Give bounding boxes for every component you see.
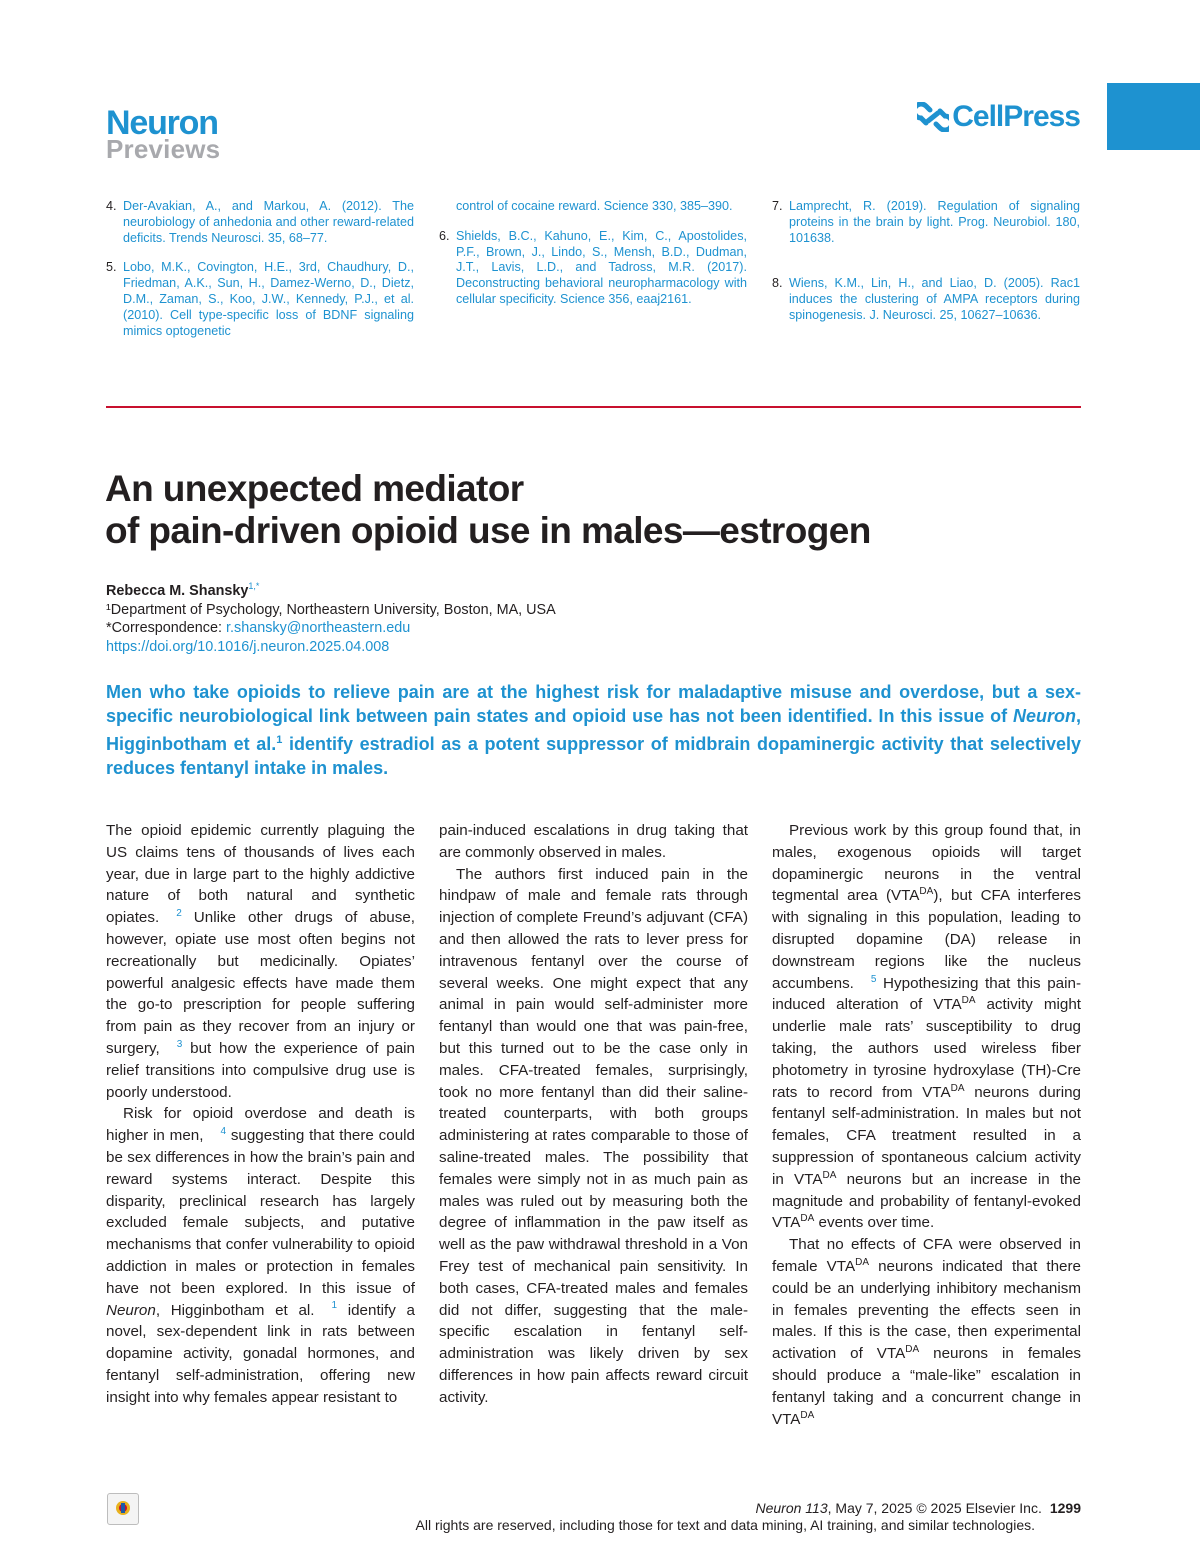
citation-link[interactable]: 2 [176, 908, 182, 920]
email-link[interactable]: r.shansky@northeastern.edu [226, 620, 411, 637]
paragraph: The opioid epidemic currently plaguing the US claims tens of thousands of lives each year, due in large part to the highly addictive nature of both natural and synthetic opiates. $^2$ Unlike other drugs of abuse, however, opiate use most often begins not recreationally but medicinally. Opiates’ powerful analgesic effects have made them the go-to prescription for people suffering from pain as they recover from an injury or surgery, $^3$ but how the experience of pain relief transitions into compulsive drug use is poorly understood. [106, 822, 415, 1101]
author-name[interactable]: Rebecca M. Shansky$^{1,*}$ [106, 581, 260, 599]
doi-link[interactable]: https://doi.org/10.1016/j.neuron.2025.04.008 [106, 638, 390, 655]
section-name: Previews [106, 134, 221, 164]
section-color-tab [1107, 83, 1200, 150]
reference-item[interactable]: 7. Lamprecht, R. (2019). Regulation of signaling proteins in the brain by light. Prog. Neurobiol. 180, 101638. [772, 199, 1080, 245]
section-divider [106, 406, 1081, 408]
cellpress-logo-icon [917, 102, 949, 132]
reference-text: Wiens, K.M., Lin, H., and Liao, D. (2005). Rac1 induces the clustering of AMPA receptors during spinogenesis. J. Neurosci. 25, 10627–10636. [789, 276, 1080, 322]
citation-link[interactable]: 1 [331, 1300, 338, 1312]
body-column-2 [439, 820, 748, 1409]
author-block [106, 577, 556, 657]
citation-link[interactable]: 5 [870, 973, 877, 985]
reference-text: Lamprecht, R. (2019). Regulation of signaling proteins in the brain by light. Prog. Neurobiol. 180, 101638. [789, 199, 1080, 245]
reference-list [0, 199, 1200, 349]
paragraph: Risk for opioid overdose and death is higher in men, $^4$ suggesting that there could be sex differences in how the brain’s pain and reward systems interact. Despite this disparity, preclinical research has largely excluded female subjects, and putative mechanisms that confer vulnerability to opioid addiction in males or protection in females have not been explored. In this issue of Neuron, Higginbotham et al. $^1$ identify a novel, sex-dependent link in rats between dopamine activity, gonadal hormones, and fentanyl self-administration, offering new insight into why females appear resistant to [106, 1105, 415, 1406]
reference-item[interactable]: 4. Der-Avakian, A., and Markou, A. (2012). The neurobiology of anhedonia and other reward-related deficits. Trends Neurosci. 35, 68–77. [106, 199, 414, 245]
reference-item[interactable]: 5. Lobo, M.K., Covington, H.E., 3rd, Chaudhury, D., Friedman, A.K., Sun, H., Damez-Werno, D., Dietz, D.M., Zaman, S., Koo, J.W., Kennedy, P.J., et al. (2010). Cell type-specific loss of BDNF signaling mimics optogenetic [106, 260, 414, 338]
reference-column-3 [772, 199, 1080, 338]
page-footer [106, 1500, 1081, 1534]
paragraph: Previous work by this group found that, in males, exogenous opioids will target dopaminergic neurons in the ventral tegmental area $(VTA^{DA})$, but CFA interferes with signaling in this population, leading to disrupted dopamine (DA) release in downstream regions like the nucleus accumbens. $^5$ Hypothesizing that this pain-induced alteration of $VTA^{DA}$ activity might underlie male rats’ susceptibility to drug taking, the authors used wireless fiber photometry in tyrosine hydroxylase (TH)-Cre rats to record from $VTA^{DA}$ neurons during fentanyl self-administration. In males but not females, CFA treatment resulted in a suppression of spontaneous calcium activity in $VTA^{DA}$ neurons but an increase in the magnitude and probability of fentanyl-evoked $VTA^{DA}$ events over time. [772, 822, 1082, 1232]
paragraph: That no effects of CFA were observed in female $VTA^{DA}$ neurons indicated that there could be an underlying inhibitory mechanism in females preventing the effects seen in males. If this is the case, then experimental activation of $VTA^{DA}$ neurons in females should produce a “male-like” escalation in fentanyl taking and a concurrent change in $VTA^{DA}$ [772, 1236, 1081, 1428]
reference-text: Der-Avakian, A., and Markou, A. (2012). The neurobiology of anhedonia and other reward-related deficits. Trends Neurosci. 35, 68–77. [123, 199, 414, 245]
reference-text: control of cocaine reward. Science 330, 385–390. [456, 199, 733, 213]
summary: Men who take opioids to relieve pain are at the highest risk for maladaptive misuse and overdose, but a sex-specific neurobiological link between pain states and opioid use has not been identified. In this issue of Neuron, Higginbotham et al.$^1$ identify estradiol as a potent suppressor of midbrain dopaminergic activity that selectively reduces fentanyl intake in males. [106, 682, 1081, 778]
citation-link[interactable]: 3 [176, 1038, 183, 1050]
reference-text: Lobo, M.K., Covington, H.E., 3rd, Chaudhury, D., Friedman, A.K., Sun, H., Damez-Werno, D., Dietz, D.M., Zaman, S., Koo, J.W., Kennedy, P.J., et al. (2010). Cell type-specific loss of BDNF signaling mimics optogenetic [123, 260, 414, 338]
journal-name: Neuron [106, 104, 218, 142]
citation-link[interactable]: 4 [220, 1126, 226, 1138]
body-column-1 [106, 820, 415, 1409]
citation-line: Neuron 113, May 7, 2025 © 2025 Elsevier Inc. 1299 [755, 1500, 1081, 1516]
citation-link[interactable]: 1 [276, 734, 283, 746]
article-title: An unexpected mediator of pain-driven opioid use in males—estrogen [105, 468, 871, 551]
reference-item[interactable]: 6. Shields, B.C., Kahuno, E., Kim, C., Apostolides, P.F., Brown, J., Lindo, S., Mensh, B.D., Dudman, J.T., Lavis, L.D., and Tadross, M.R. (2017). Deconstructing behavioral neuropharmacology with cellular specificity. Science 356, eaaj2161. [439, 228, 747, 306]
page-number: 1299 [1049, 1500, 1081, 1516]
reference-item-continued[interactable] [439, 199, 747, 215]
body-column-3 [772, 820, 1081, 1430]
reference-item[interactable]: 8. Wiens, K.M., Lin, H., and Liao, D. (2005). Rac1 induces the clustering of AMPA receptors during spinogenesis. J. Neurosci. 25, 10627–10636. [772, 276, 1080, 322]
rights-statement: All rights are reserved, including those for text and data mining, AI training, and similar technologies. [415, 1517, 1035, 1533]
journal-header [106, 106, 220, 162]
paragraph: pain-induced escalations in drug taking that are commonly observed in males. [439, 822, 748, 861]
reference-column-2 [439, 199, 747, 322]
reference-column-1 [106, 199, 414, 353]
reference-text: Shields, B.C., Kahuno, E., Kim, C., Apostolides, P.F., Brown, J., Lindo, S., Mensh, B.D., Dudman, J.T., Lavis, L.D., and Tadross, M.R. (2017). Deconstructing behavioral neuropharmacology with cellular specificity. Science 356, eaaj2161. [456, 228, 747, 306]
publisher-name: CellPress [952, 100, 1080, 133]
correspondence: *Correspondence: r.shansky@northeastern.edu [106, 620, 411, 637]
paragraph: The authors first induced pain in the hindpaw of male and female rats through injection of complete Freund’s adjuvant (CFA) and then allowed the rats to lever press for intravenous fentanyl over the course of several weeks. One might expect that any animal in pain would self-administer more fentanyl than would one that was pain-free, but this turned out to be the case only in males. CFA-treated females, surprisingly, took no more fentanyl than did their saline-treated counterparts, with both groups administering at rates comparable to those of saline-treated males. The possibility that females were simply not in as much pain as males was ruled out by measuring both the degree of inflammation in the paw itself as well as the paw withdrawal threshold in a Von Frey test of mechanical pain sensitivity. In both cases, CFA-treated males and females did not differ, suggesting that the male-specific escalation in fentanyl self-administration was likely driven by sex differences in how pain affects reward circuit activity. [439, 865, 748, 1406]
affiliation: ¹Department of Psychology, Northeastern University, Boston, MA, USA [106, 601, 556, 618]
cellpress-logo[interactable] [917, 100, 1080, 134]
